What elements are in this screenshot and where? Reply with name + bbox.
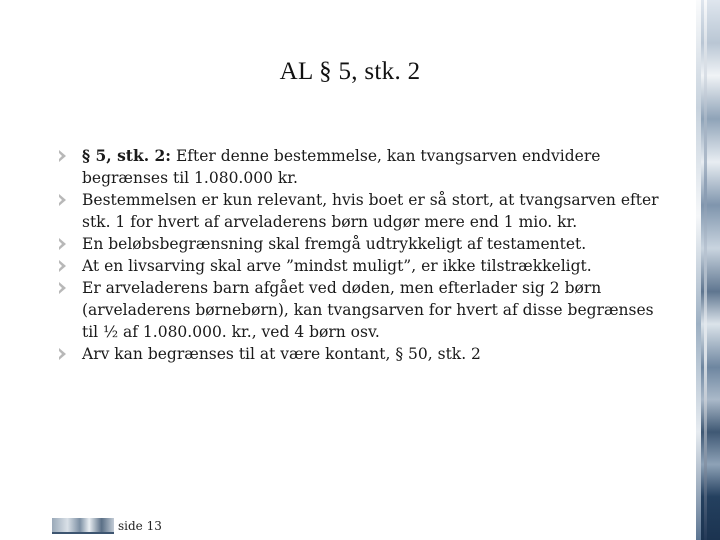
bullet-text: Bestemmelsen er kun relevant, hvis boet er så stort, at tvangsarven efter stk. 1 for hvert af arveladerens børn udgør mere end 1 mio. kr. — [82, 191, 659, 231]
bullet-item — [58, 343, 668, 365]
bullet-item — [58, 233, 668, 255]
logo-image — [52, 518, 114, 534]
bullet-item — [58, 255, 668, 277]
chevron-right-icon — [59, 260, 66, 272]
slide-title: AL § 5, stk. 2 — [279, 58, 421, 85]
bullet-text: Efter denne bestemmelse, kan tvangsarven endvidere begrænses til 1.080.000 kr. — [82, 147, 601, 187]
chevron-right-icon — [59, 194, 66, 206]
footer — [52, 516, 162, 536]
chevron-right-icon — [59, 238, 66, 250]
chevron-right-icon — [59, 348, 66, 360]
chevron-right-icon — [59, 150, 66, 162]
bullet-text: Arv kan begrænses til at være kontant, § 50, stk. 2 — [82, 345, 481, 363]
bullet-item — [58, 189, 668, 233]
bullet-item — [58, 277, 668, 343]
bullet-text: Er arveladerens barn afgået ved døden, men efterlader sig 2 børn (arveladerens børnebørn), kan tvangsarven for hvert af disse begrænses til ½ af 1.080.000. kr., ved 4 børn osv. — [82, 279, 654, 341]
bullet-text: At en livsarving skal arve ”mindst muligt”, er ikke tilstrækkeligt. — [82, 257, 592, 275]
chevron-right-icon — [59, 282, 66, 294]
bullet-item — [58, 145, 668, 189]
bullet-lead: § 5, stk. 2: — [82, 146, 172, 165]
page-number: side 13 — [118, 519, 162, 533]
bullet-list — [58, 145, 668, 365]
bullet-text: En beløbsbegrænsning skal fremgå udtrykkeligt af testamentet. — [82, 235, 587, 253]
